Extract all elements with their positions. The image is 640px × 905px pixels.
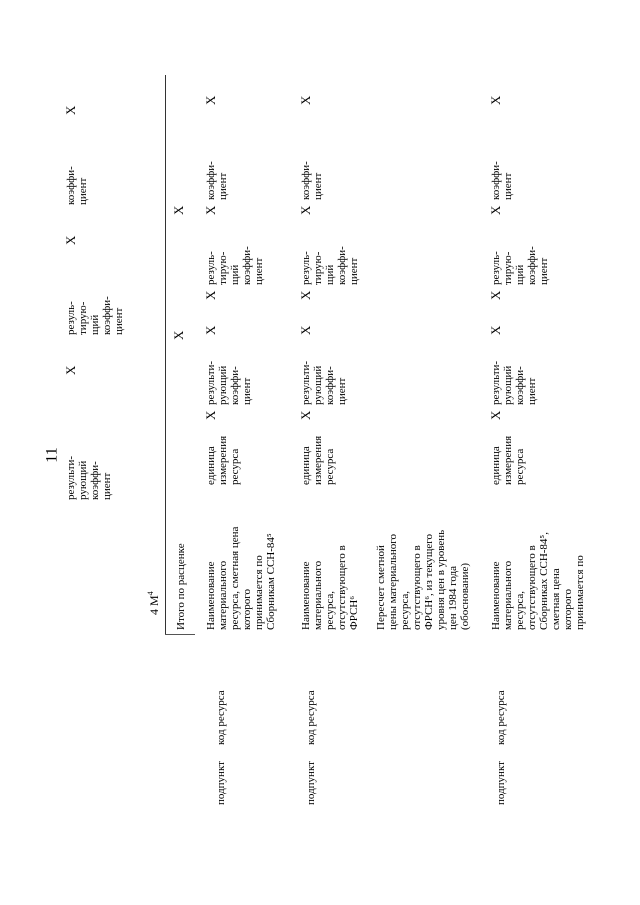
- row2-subitem: подпункт: [495, 761, 507, 805]
- row1-unit: единица измерения ресурса: [300, 435, 336, 485]
- row0-resulting-coeff-b: резуль- тирую- щий коэффи- циент: [205, 246, 265, 285]
- row2-unit: единица измерения ресурса: [490, 435, 526, 485]
- col-resulting-coeff-b: резуль- тирую- щий коэффи- циент: [65, 296, 125, 335]
- row0-resource-name: Наименование материального ресурса, сметная цена которого принимается по Сборникам ССН-84⁵: [205, 526, 277, 630]
- x-mark: X: [488, 325, 503, 335]
- row0-unit: единица измерения ресурса: [205, 435, 241, 485]
- x-mark: X: [63, 105, 78, 115]
- x-mark: X: [63, 365, 78, 375]
- x-mark: X: [63, 235, 78, 245]
- col-resulting-coeff: результи- рующий коэффи- циент: [65, 455, 113, 500]
- x-mark: X: [171, 205, 186, 215]
- page-number: 11: [43, 447, 61, 463]
- x-mark: X: [298, 325, 313, 335]
- row0-resulting-coeff: результи- рующий коэффи- циент: [205, 360, 253, 405]
- x-mark: X: [203, 325, 218, 335]
- row1-resource-name: Наименование материального ресурса, отсутствующего в ФРСН⁶: [300, 545, 360, 630]
- x-mark: X: [203, 95, 218, 105]
- row2-resulting-coeff: результи- рующий коэффи- циент: [490, 360, 538, 405]
- col-coeff: коэффи- циент: [65, 166, 89, 205]
- x-mark: X: [298, 95, 313, 105]
- table-left-rule: [165, 634, 195, 635]
- x-mark: X: [298, 290, 313, 300]
- x-mark: X: [488, 290, 503, 300]
- row1-recalc-note: Пересчет сметной цены материального ресурса, отсутствующего в ФРСН⁶, из текущего уровня цен в уровень цен 1984 года (обоснование): [375, 529, 471, 630]
- x-mark: X: [203, 290, 218, 300]
- row0-coeff: коэффи- циент: [205, 161, 229, 200]
- row2-resulting-coeff-b: резуль- тирую- щий коэффи- циент: [490, 246, 550, 285]
- row1-resulting-coeff: результи- рующий коэффи- циент: [300, 360, 348, 405]
- row0-resource-code: код ресурса: [215, 690, 227, 745]
- row1-subitem: подпункт: [305, 761, 317, 805]
- row0-subitem: подпункт: [215, 761, 227, 805]
- row1-resource-code: код ресурса: [305, 690, 317, 745]
- row2-resource-name: Наименование материального ресурса, отсутствующего в Сборниках ССН-84⁵, сметная цена которого принимается по: [490, 531, 586, 630]
- x-mark: X: [488, 95, 503, 105]
- row2-resource-code: код ресурса: [495, 690, 507, 745]
- total-label: Итого по расценке: [175, 543, 187, 630]
- row1-resulting-coeff-b: резуль- тирую- щий коэффи- циент: [300, 246, 360, 285]
- x-mark: X: [298, 410, 313, 420]
- x-mark: X: [203, 205, 218, 215]
- x-mark: X: [488, 205, 503, 215]
- row1-coeff: коэффи- циент: [300, 161, 324, 200]
- table-top-border: [165, 75, 166, 635]
- x-mark: X: [298, 205, 313, 215]
- x-mark: X: [171, 330, 186, 340]
- rotated-table: [63, 65, 586, 805]
- x-mark: X: [203, 410, 218, 420]
- row2-coeff: коэффи- циент: [490, 161, 514, 200]
- x-mark: X: [488, 410, 503, 420]
- section-marker: 4 $М^4$: [146, 591, 161, 615]
